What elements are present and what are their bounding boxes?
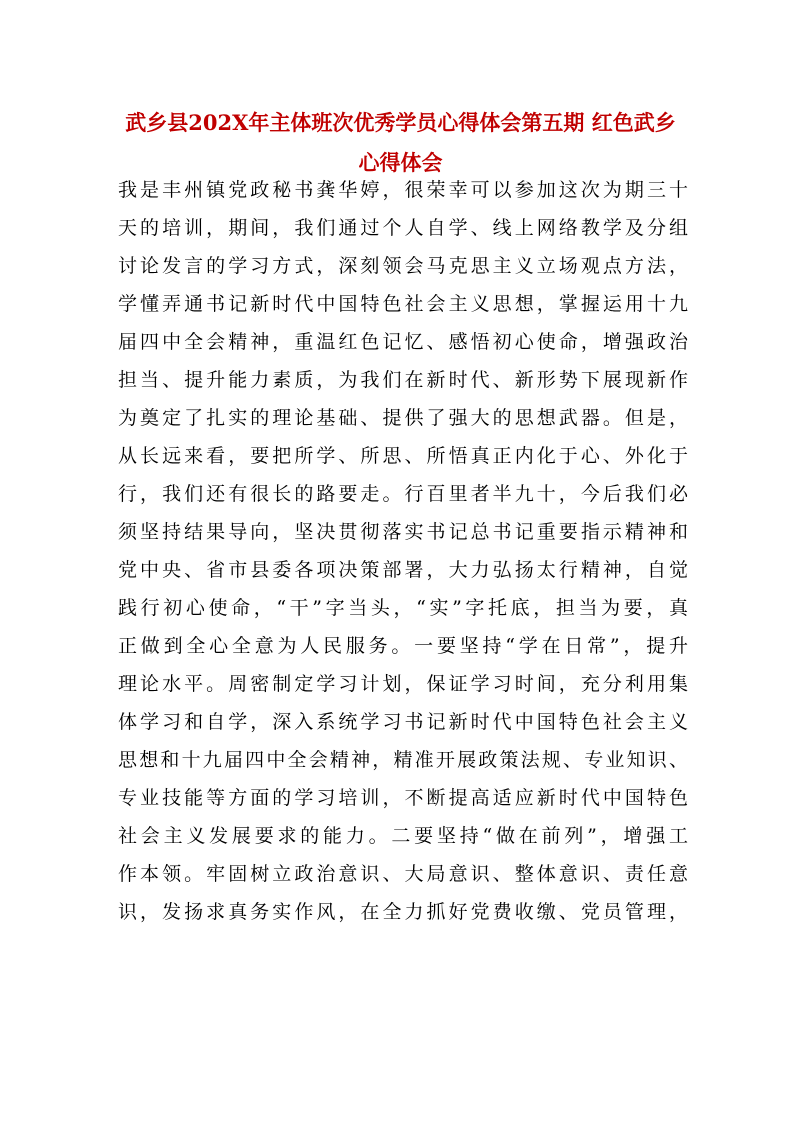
document-body xyxy=(118,171,688,931)
body-line: 天的培训，期间，我们通过个人自学、线上网络教学及分组 xyxy=(118,217,688,239)
body-line: 届四中全会精神，重温红色记忆、感悟初心使命，增强政治 xyxy=(118,331,688,353)
body-line: 党中央、省市县委各项决策部署，大力弘扬太行精神，自觉 xyxy=(118,559,688,581)
body-line: 思想和十九届四中全会精神，精准开展政策法规、专业知识、 xyxy=(118,749,688,771)
body-line: 作本领。牢固树立政治意识、大局意识、整体意识、责任意 xyxy=(118,863,688,885)
body-line: 理论水平。周密制定学习计划，保证学习时间，充分利用集 xyxy=(118,673,688,695)
body-line: 学懂弄通书记新时代中国特色社会主义思想，掌握运用十九 xyxy=(118,293,688,315)
body-line: 须坚持结果导向，坚决贯彻落实书记总书记重要指示精神和 xyxy=(118,521,688,543)
body-line: 正做到全心全意为人民服务。一要坚持“学在日常”，提升 xyxy=(118,635,688,657)
body-line: 专业技能等方面的学习培训，不断提高适应新时代中国特色 xyxy=(118,787,688,809)
body-line: 从长远来看，要把所学、所思、所悟真正内化于心、外化于 xyxy=(118,445,688,467)
document-title: 武乡县202X年主体班次优秀学员心得体会第五期 红色武乡心得体会 xyxy=(125,110,676,175)
body-line: 识，发扬求真务实作风，在全力抓好党费收缴、党员管理， xyxy=(118,901,688,923)
body-line: 体学习和自学，深入系统学习书记新时代中国特色社会主义 xyxy=(118,711,688,733)
body-line: 社会主义发展要求的能力。二要坚持“做在前列”，增强工 xyxy=(118,825,688,847)
body-line: 讨论发言的学习方式，深刻领会马克思主义立场观点方法， xyxy=(118,255,688,277)
body-line: 行，我们还有很长的路要走。行百里者半九十，今后我们必 xyxy=(118,483,688,505)
body-line: 担当、提升能力素质，为我们在新时代、新形势下展现新作 xyxy=(118,369,688,391)
body-line: 我是丰州镇党政秘书龚华婷，很荣幸可以参加这次为期三十 xyxy=(118,179,688,201)
body-line: 为奠定了扎实的理论基础、提供了强大的思想武器。但是， xyxy=(118,407,688,429)
body-line: 践行初心使命，“干”字当头，“实”字托底，担当为要，真 xyxy=(118,597,688,619)
